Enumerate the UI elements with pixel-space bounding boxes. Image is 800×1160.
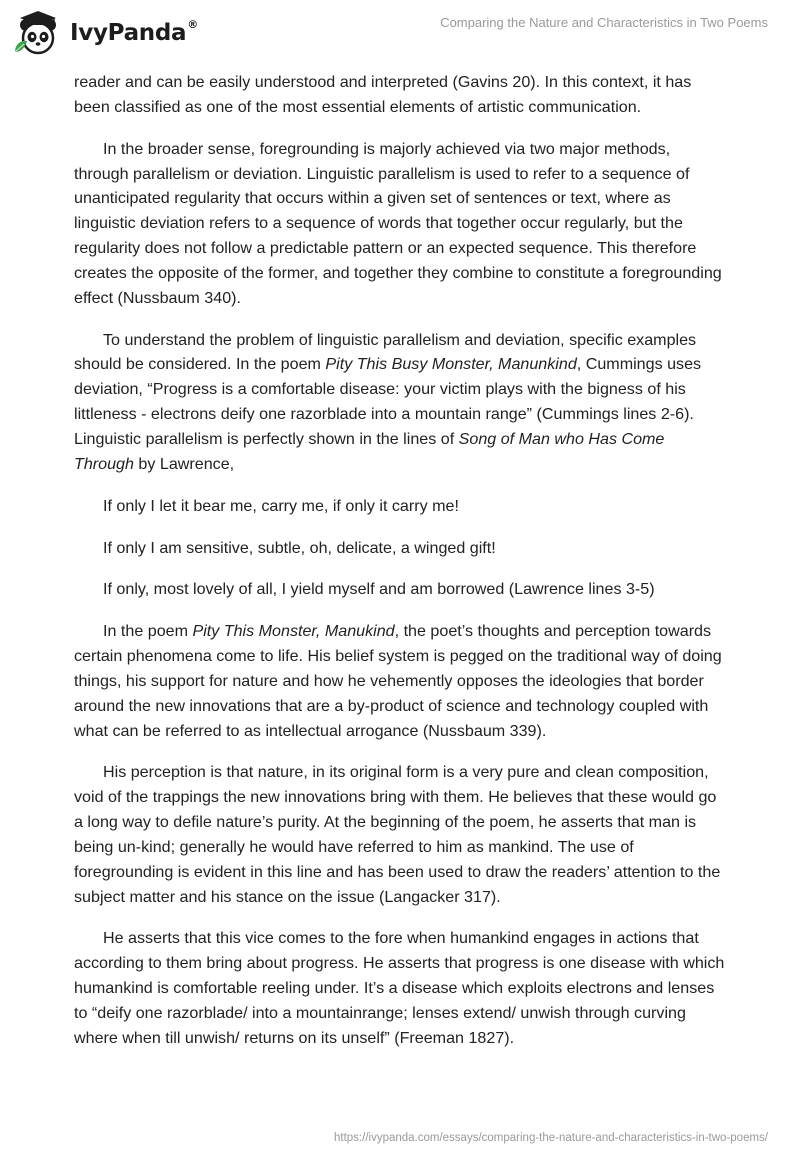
brand-logo[interactable] xyxy=(12,8,198,58)
poem-title: Pity This Monster, Manukind xyxy=(192,622,395,641)
brand-name: IvyPanda® xyxy=(70,18,198,46)
quote-line: If only, most lovely of all, I yield myself and am borrowed (Lawrence lines 3-5) xyxy=(103,580,655,599)
document-title: Comparing the Nature and Characteristics in Two Poems xyxy=(440,15,768,30)
paragraph: His perception is that nature, in its original form is a very pure and clean composition, void of the trappings the new innovations bring with them. He believes that these would go a long way to defile nature’s purity. At the beginning of the poem, he asserts that man is being un-kind; generally he would have referred to him as mankind. The use of foregrounding is evident in this line and has been used to draw the readers’ attention to the subject matter and his stance on the issue (Langacker 317). xyxy=(74,763,721,906)
poem-title: Pity This Busy Monster, Manunkind xyxy=(325,355,577,374)
paragraph: To understand the problem of linguistic parallelism and deviation, specific examples should be considered. In the poem Pity This Busy Monster, Manunkind, Cummings uses deviation, “Progress is a comfortable disease: your victim plays with the bigness of his littleness - electrons deify one razorblade into a mountain range” (Cummings lines 2-6). Linguistic parallelism is perfectly shown in the lines of Song of Man who Has Come Through by Lawrence, xyxy=(74,330,702,473)
paragraph: In the poem Pity This Monster, Manukind, the poet’s thoughts and perception towards certain phenomena come to life. His belief system is pegged on the traditional way of doing things, his support for nature and how he vehemently opposes the ideologies that border around the new innovations that are a by-product of science and technology coupled with what can be referred to as intellectual arrogance (Nussbaum 339). xyxy=(74,622,722,740)
essay-body xyxy=(74,70,726,1068)
page-header xyxy=(0,0,800,70)
quote-line: If only I let it bear me, carry me, if only it carry me! xyxy=(103,496,459,515)
source-url-link[interactable]: https://ivypanda.com/essays/comparing-the-nature-and-characteristics-in-two-poems/ xyxy=(334,1132,768,1144)
paragraph: He asserts that this vice comes to the fore when humankind engages in actions that according to them bring about progress. He asserts that progress is one disease with which humankind is comfortable reeling under. It’s a disease which exploits electrons and lenses to “deify one razorblade/ into a mountainrange; lenses extend/ unwish through curving where when till unwish/ returns on its unself” (Freeman 1827). xyxy=(74,929,725,1047)
panda-logo-icon xyxy=(12,8,66,58)
quote-line: If only I am sensitive, subtle, oh, delicate, a winged gift! xyxy=(103,538,496,557)
poem-title: Song of Man who Has Come Through xyxy=(74,429,665,473)
paragraph: In the broader sense, foregrounding is majorly achieved via two major methods, through parallelism or deviation. Linguistic parallelism is used to refer to a sequence of unanticipated regularity that occurs within a given set of sentences or text, where as linguistic deviation refers to a sequence of words that together occur regularly, but the regularity does not follow a predictable pattern or an expected sequence. This therefore creates the opposite of the former, and together they combine to constitute a foregrounding effect (Nussbaum 340). xyxy=(74,139,722,307)
paragraph: reader and can be easily understood and interpreted (Gavins 20). In this context, it has been classified as one of the most essential elements of artistic communication. xyxy=(74,73,692,116)
